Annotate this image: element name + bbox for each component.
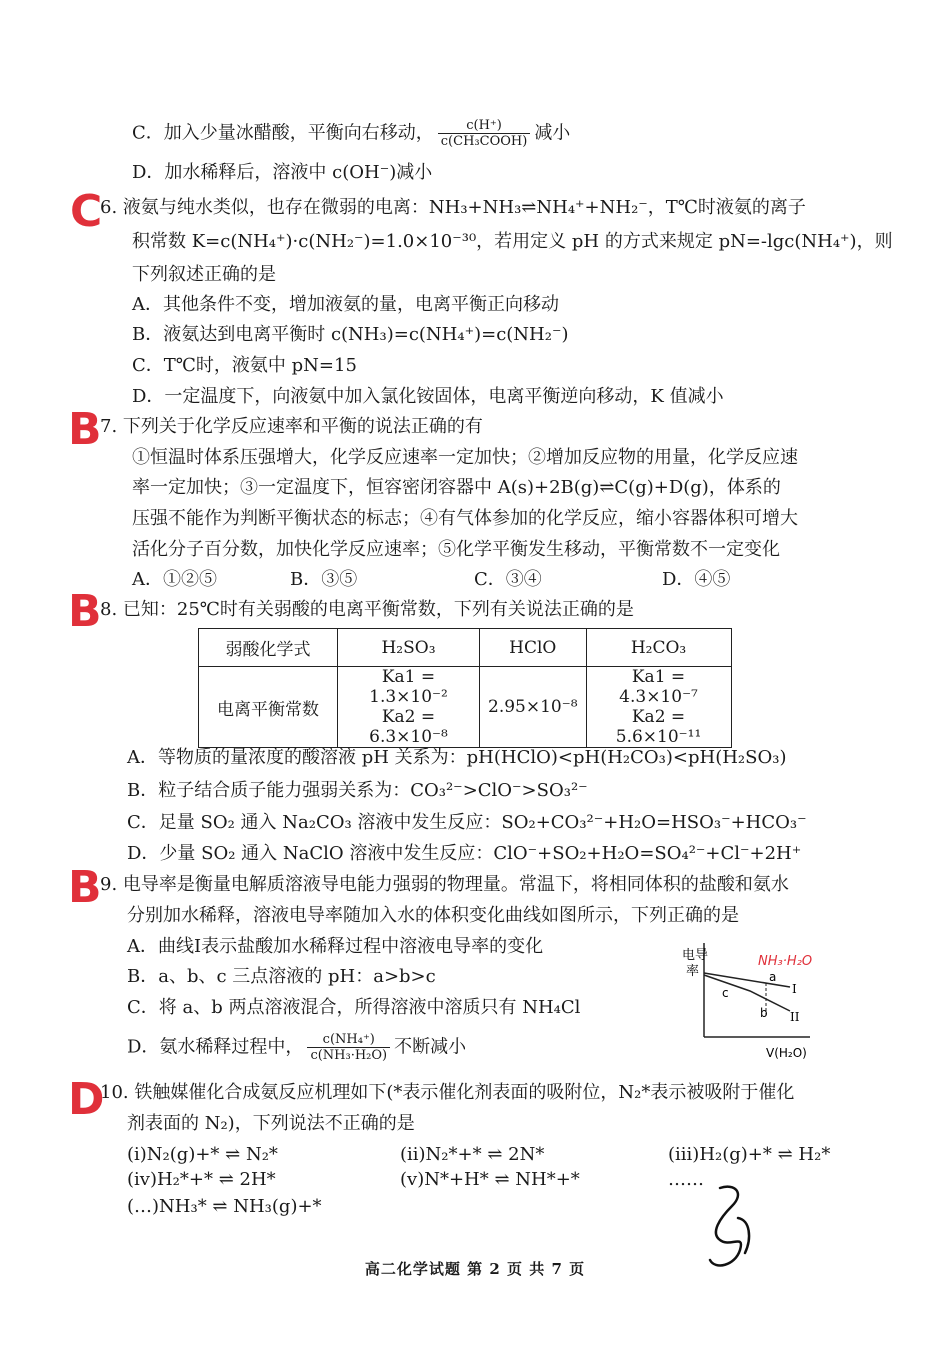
q7-option-c: C．③④ [474,569,542,590]
q6-stem-2: 积常数 K=c(NH₄⁺)·c(NH₂⁻)=1.0×10⁻³⁰，若用定义 pH 的方式来规定 pN=-lgc(NH₄⁺)，则 [132,231,893,252]
table-header-h2so3: H₂SO₃ [338,629,480,667]
graph-xlabel: V(H₂O) [766,1046,807,1060]
q8-option-c: C．足量 SO₂ 通入 Na₂CO₃ 溶液中发生反应：SO₂+CO₃²⁻+H₂O=HSO₃⁻+HCO₃⁻ [127,812,807,833]
point-c-label: c [722,986,729,1000]
q7-body-2: 率一定加快；③一定温度下，恒容密闭容器中 A(s)+2B(g)⇌C(g)+D(g)，体系的 [132,477,781,498]
q9-stem-1: 9. 电导率是衡量电解质溶液导电能力强弱的物理量。常温下，将相同体积的盐酸和氨水 [100,874,789,895]
q10-answer-mark: D [68,1074,105,1125]
graph-ylabel-2: 率 [686,964,700,979]
q7-option-d: D．④⑤ [662,569,731,590]
q7-body-1: ①恒温时体系压强增大，化学反应速率一定加快；②增加反应物的用量，化学反应速 [132,447,798,468]
q9-stem-2: 分别加水稀释，溶液电导率随加入水的体积变化曲线如图所示，下列正确的是 [127,905,739,926]
acid-constants-table [198,628,732,748]
h2co3-ka1: Ka1 = 4.3×10⁻⁷ [619,667,698,707]
q5-frac-num: c(H⁺) [438,118,531,134]
q10-reaction-5: (v)N*+H* ⇌ NH*+* [400,1169,580,1190]
table-header-h2co3: H₂CO₃ [586,629,731,667]
q5-frac-den: c(CH₃COOH) [440,134,528,149]
q6-answer-mark: C [70,186,103,237]
table-header-formula: 弱酸化学式 [199,629,338,667]
q5-option-c-prefix: C．加入少量冰醋酸，平衡向右移动， [132,122,434,144]
q7-option-a: A．①②⑤ [132,569,217,590]
q9-fraction [307,1032,390,1063]
q5-option-d: D．加水稀释后，溶液中 c(OH⁻)减小 [132,162,433,183]
q10-reaction-6: …… [668,1169,704,1190]
q10-reaction-3: (iii)H₂(g)+* ⇌ H₂* [668,1144,831,1165]
q5-option-c [132,118,570,149]
q8-option-a: A．等物质的量浓度的酸溶液 pH 关系为：pH(HClO)<pH(H₂CO₃)<pH(H₂SO₃) [127,747,787,768]
q9-answer-mark: B [68,862,102,913]
table-cell-h2co3 [586,667,731,748]
q5-fraction [438,118,531,149]
point-a-label: a [769,970,777,984]
q10-reaction-1: (i)N₂(g)+* ⇌ N₂* [127,1144,278,1165]
q10-stem-2: 剂表面的 N₂)，下列说法不正确的是 [127,1113,415,1134]
q9-option-c: C．将 a、b 两点溶液混合，所得溶液中溶质只有 NH₄Cl [127,997,581,1018]
point-b-label: b [760,1006,768,1020]
q10-reaction-2: (ii)N₂*+* ⇌ 2N* [400,1144,545,1165]
q7-body-3: 压强不能作为判断平衡状态的标志；④有气体参加的化学反应，缩小容器体积可增大 [132,508,798,529]
q7-stem: 7. 下列关于化学反应速率和平衡的说法正确的有 [100,416,483,437]
graph-ylabel-1: 电导 [682,948,709,963]
table-cell-hclo: 2.95×10⁻⁸ [480,667,587,748]
q8-option-b: B．粒子结合质子能力强弱关系为：CO₃²⁻>ClO⁻>SO₃²⁻ [127,780,588,801]
q10-stem-1: 10. 铁触媒催化合成氨反应机理如下(*表示催化剂表面的吸附位，N₂*表示被吸附于催化 [100,1082,795,1103]
q8-answer-mark: B [68,586,102,637]
q9-option-d-prefix: D．氨水稀释过程中， [127,1036,304,1058]
q5-option-c-suffix: 减小 [534,122,571,144]
q7-body-4: 活化分子百分数，加快化学反应速率；⑤化学平衡发生移动，平衡常数不一定变化 [132,539,780,560]
q6-option-c: C．T℃时，液氨中 pN=15 [132,355,357,376]
table-row-label: 电离平衡常数 [199,667,338,748]
q8-stem: 8. 已知：25℃时有关弱酸的电离平衡常数，下列有关说法正确的是 [100,599,634,620]
q9-option-d-suffix: 不断减小 [394,1036,467,1058]
h2so3-ka2: Ka2 = 6.3×10⁻⁸ [369,707,448,747]
q9-option-a: A．曲线Ⅰ表示盐酸加水稀释过程中溶液电导率的变化 [127,936,544,957]
hand-note-nh3: NH₃·H₂O [758,954,813,969]
q10-reaction-7: (…)NH₃* ⇌ NH₃(g)+* [127,1196,322,1217]
curve-i-label: I [792,982,797,996]
q7-answer-mark: B [68,404,102,455]
q10-reaction-4: (iv)H₂*+* ⇌ 2H* [127,1169,276,1190]
page-footer: 高二化学试题 第 2 页 共 7 页 [364,1260,586,1278]
q7-option-b: B．③⑤ [290,569,358,590]
q6-stem-3: 下列叙述正确的是 [132,264,276,285]
q6-stem-1: 6. 液氨与纯水类似，也存在微弱的电离：NH₃+NH₃⇌NH₄⁺+NH₂⁻，T℃时液氨的离子 [100,197,806,218]
q9-option-b: B．a、b、c 三点溶液的 pH：a>b>c [127,966,436,987]
q8-option-d: D．少量 SO₂ 通入 NaClO 溶液中发生反应：ClO⁻+SO₂+H₂O=SO₄²⁻+Cl⁻+2H⁺ [127,843,802,864]
h2co3-ka2: Ka2 = 5.6×10⁻¹¹ [615,707,702,747]
q9-frac-den: c(NH₃·H₂O) [310,1048,388,1063]
q6-option-d: D．一定温度下，向液氨中加入氯化铵固体，电离平衡逆向移动，K 值减小 [132,386,724,407]
conductivity-graph [680,935,820,1065]
h2so3-ka1: Ka1 = 1.3×10⁻² [369,667,448,707]
q6-option-b: B．液氨达到电离平衡时 c(NH₃)=c(NH₄⁺)=c(NH₂⁻) [132,324,569,345]
q6-option-a: A．其他条件不变，增加液氨的量，电离平衡正向移动 [132,294,559,315]
table-cell-h2so3 [338,667,480,748]
table-header-hclo: HClO [480,629,587,667]
q9-option-d [127,1032,466,1063]
curve-ii-label: II [790,1010,800,1024]
q9-frac-num: c(NH₄⁺) [307,1032,390,1048]
